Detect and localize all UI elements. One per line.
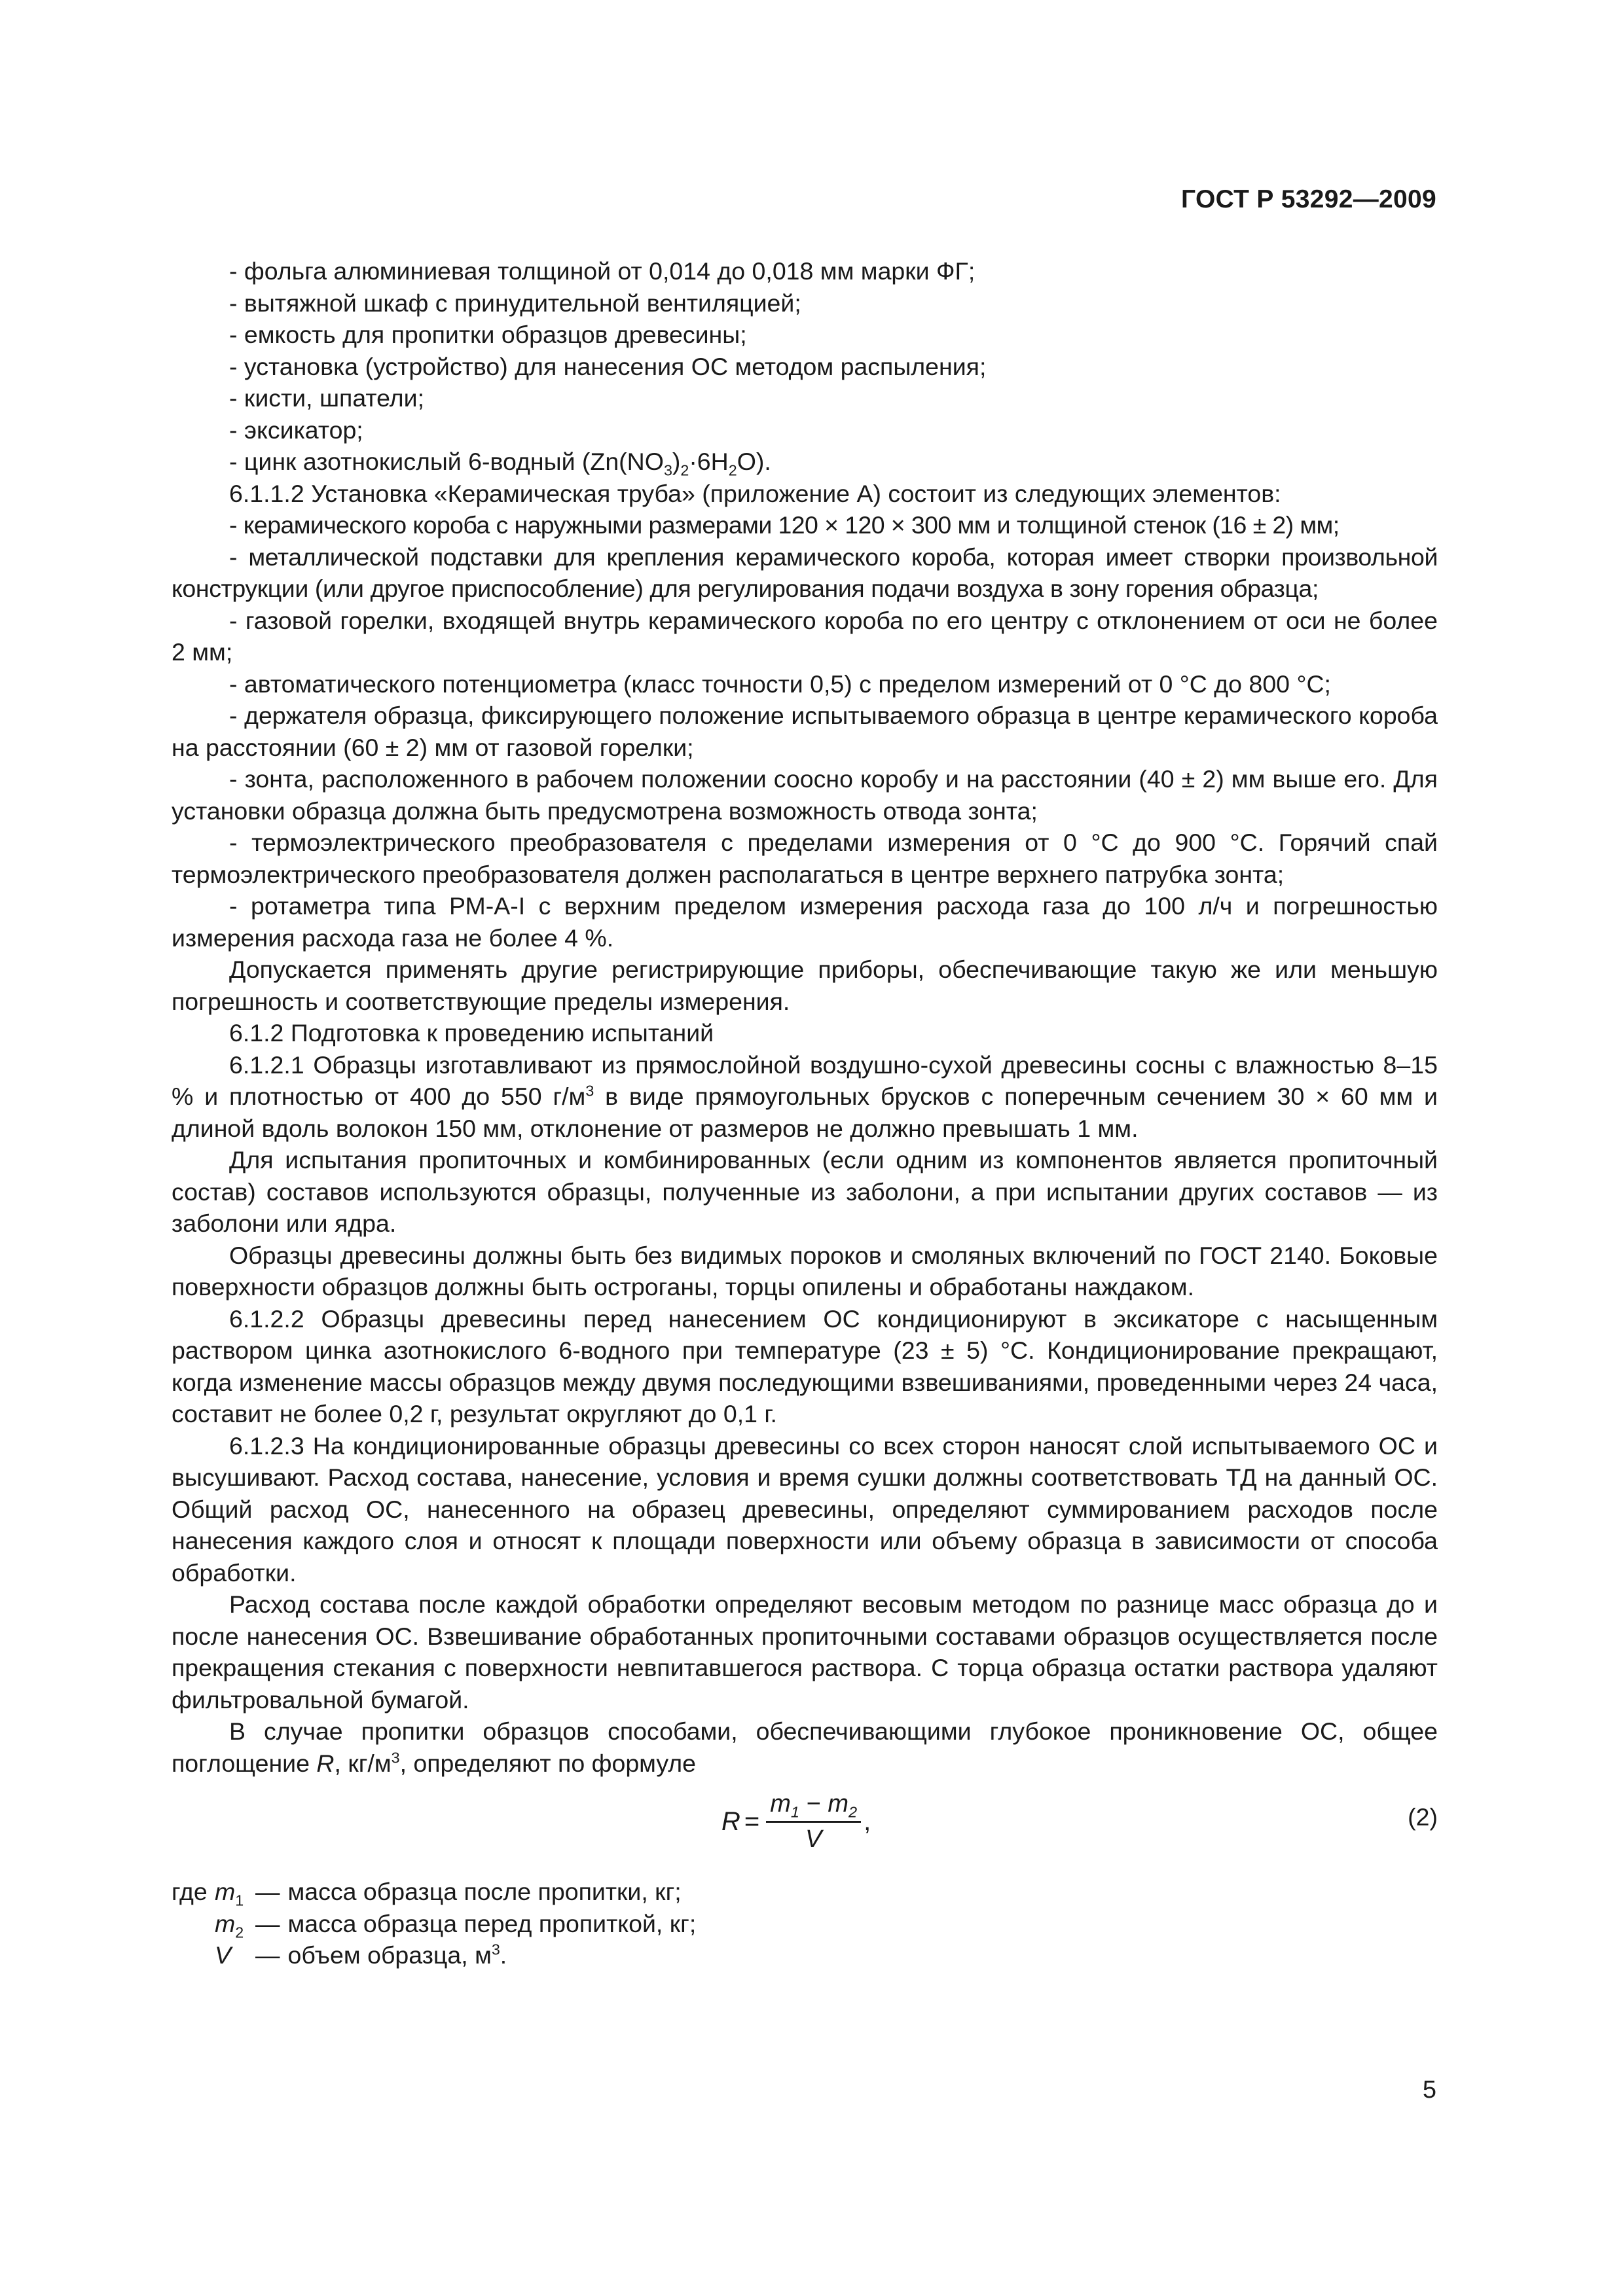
formula-numerator: $m_1 - m_2$	[766, 1791, 861, 1823]
formula-equals: =	[744, 1807, 760, 1837]
paragraph: Расход состава после каждой обработки определяют весовым методом по разнице масс образца до и после нанесения ОС. Взвешивание обработанных пропиточными составами образцов осуществляется после прекращения стекания с поверхности невпитавшегося раствора. С торца образца остатки раствора удаляют фильтровальной бумагой.	[172, 1590, 1438, 1713]
formula	[721, 1791, 871, 1853]
document-body	[172, 255, 1438, 1971]
formula-fraction	[766, 1791, 861, 1853]
equation-number: (2)	[1408, 1803, 1438, 1831]
list-item: - держателя образца, фиксирующего положение испытываемого образца в центре керамического короба на расстоянии (60 ± 2) мм от газовой горелки;	[172, 702, 1438, 761]
formula-lhs: R	[721, 1807, 740, 1837]
list-item: - термоэлектрического преобразователя с пределами измерения от 0 °С до 900 °С. Горячий спай термоэлектрического преобразователя должен располагаться в центре верхнего патрубка зонта;	[172, 829, 1438, 888]
list-item: - фольга алюминиевая толщиной от 0,014 до 0,018 мм марки ФГ;	[229, 257, 976, 285]
list-item-zinc-nitrate: - цинк азотнокислый 6-водный $(Zn(NO_3)_2\cdot 6H_2O)$.	[229, 448, 771, 479]
list-item: - ротаметра типа РМ-А-I с верхним пределом измерения расхода газа до 100 л/ч и погрешностью измерения расхода газа не более 4 %.	[172, 892, 1438, 952]
legend-row: $m_2$ — масса образца перед пропиткой, кг;	[215, 1909, 697, 1941]
list-item: - газовой горелки, входящей внутрь керамического короба по его центру с отклонением от оси не более 2 мм;	[172, 606, 1438, 666]
section-6-1-2-3: 6.1.2.3 На кондиционированные образцы древесины со всех сторон наносят слой испытываемого ОС и высушивают. Расход состава, нанесение, условия и время сушки должны соответствовать ТД на данный ОС. Общий расход ОС, нанесенного на образец древесины, определяют суммированием расходов после нанесения каждого слоя и относят к площади поверхности или объему образца в зависимости от способа обработки.	[172, 1431, 1438, 1587]
list-item: - вытяжной шкаф с принудительной вентиляцией;	[229, 289, 801, 317]
list-item: - кисти, шпатели;	[229, 384, 425, 412]
section-6-1-2-1: 6.1.2.1 Образцы изготавливают из прямослойной воздушно-сухой древесины сосны с влажностью 8–15 % и плотностью от 400 до 550 $г/м^3$ в виде прямоугольных брусков с поперечным сечением 30 × 60 мм и длиной вдоль волокон 150 мм, отклонение от размеров не должно превышать 1 мм.	[172, 1050, 1438, 1142]
legend-row: где $m_1$ — масса образца после пропитки, кг;	[172, 1876, 1438, 1908]
section-heading-6-1-2: 6.1.2 Подготовка к проведению испытаний	[229, 1019, 714, 1047]
page-number: 5	[1422, 2076, 1436, 2104]
paragraph: Допускается применять другие регистрирующие приборы, обеспечивающие такую же или меньшую погрешность и соответствующие пределы измерения.	[172, 956, 1438, 1015]
formula-legend	[172, 1876, 1438, 1971]
formula-block	[172, 1788, 1438, 1865]
formula-denominator: V	[805, 1825, 822, 1853]
list-item: - металлической подставки для крепления керамического короба, которая имеет створки произвольной конструкции (или другое приспособление) для регулирования подачи воздуха в зону горения образца;	[172, 543, 1438, 602]
paragraph: Для испытания пропиточных и комбинированных (если одним из компонентов является пропиточный состав) составов используются образцы, полученные из заболони, а при испытании других составов — из заболони или ядра.	[172, 1146, 1438, 1237]
section-6-1-2-2: 6.1.2.2 Образцы древесины перед нанесением ОС кондиционируют в эксикаторе с насыщенным раствором цинка азотнокислого 6-водного при температуре (23 ± 5) °С. Кондиционирование прекращают, когда изменение массы образцов между двумя последующими взвешиваниями, проведенными через 24 часа, составит не более 0,2 г, результат округляют до 0,1 г.	[172, 1304, 1438, 1427]
list-item: - зонта, расположенного в рабочем положении соосно коробу и на расстоянии (40 ± 2) мм выше его. Для установки образца должна быть предусмотрена возможность отвода зонта;	[172, 765, 1438, 825]
list-item: - емкость для пропитки образцов древесины;	[229, 321, 747, 348]
list-item: - эксикатор;	[229, 416, 363, 444]
legend-row: V — объем образца, $м^3$.	[215, 1941, 507, 1969]
paragraph-formula-intro: В случае пропитки образцов способами, обеспечивающими глубокое проникновение ОС, общее поглощение R, $кг/м^3$, определяют по формуле	[172, 1717, 1438, 1777]
document-code-header: ГОСТ Р 53292—2009	[1181, 185, 1436, 213]
formula-comma: ,	[864, 1807, 871, 1837]
list-item: - автоматического потенциометра (класс точности 0,5) с пределом измерений от 0 °С до 800 °С;	[229, 670, 1331, 698]
section-6-1-1-2: 6.1.1.2 Установка «Керамическая труба» (приложение А) состоит из следующих элементов:	[229, 479, 1281, 507]
list-item: - керамического короба с наружными размерами 120 × 120 × 300 мм и толщиной стенок (16 ± 2) мм;	[229, 511, 1340, 539]
list-item: - установка (устройство) для нанесения ОС методом распыления;	[229, 352, 987, 380]
paragraph: Образцы древесины должны быть без видимых пороков и смоляных включений по ГОСТ 2140. Боковые поверхности образцов должны быть остроганы, торцы опилены и обработаны наждаком.	[172, 1241, 1438, 1300]
legend-lead: где	[172, 1878, 208, 1905]
